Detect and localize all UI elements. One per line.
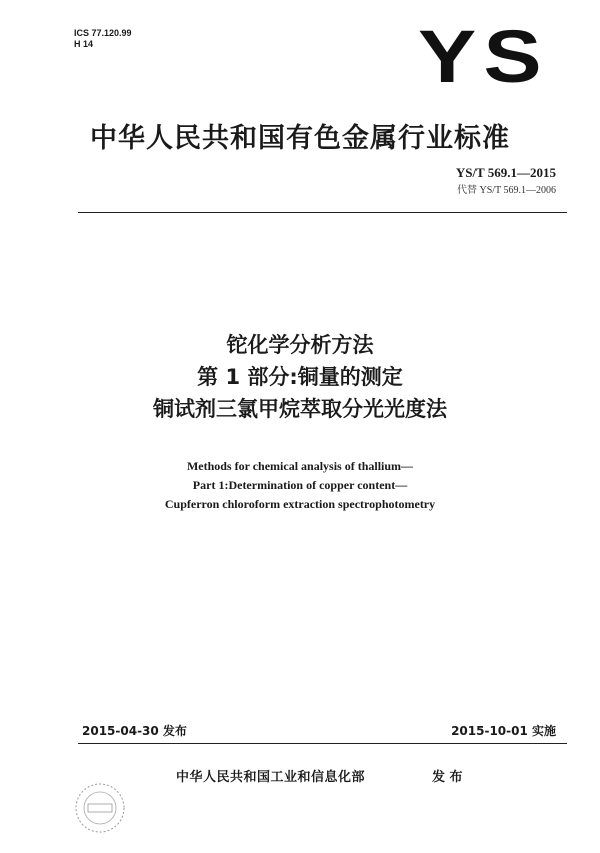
stamp-seal-icon xyxy=(70,778,130,838)
chinese-title-line-1: 铊化学分析方法 xyxy=(226,333,374,357)
classification-codes xyxy=(74,28,132,50)
english-title-line-1: Methods for chemical analysis of thallium— xyxy=(186,459,414,473)
ys-logo: YS xyxy=(418,15,549,98)
replaces-code: 代替 YS/T 569.1—2006 xyxy=(457,185,556,196)
bottom-divider xyxy=(78,743,567,744)
chinese-title-line-3: 铜试剂三氯甲烷萃取分光光度法 xyxy=(153,397,447,421)
top-divider xyxy=(78,212,567,213)
standard-category-title: 中华人民共和国有色金属行业标准 xyxy=(90,123,510,154)
publish-date: 2015-04-30 发布 xyxy=(82,724,187,738)
english-title xyxy=(0,457,600,514)
english-title-line-2: Part 1:Determination of copper content— xyxy=(192,478,408,492)
issue-label: 发 布 xyxy=(432,770,463,785)
ccs-code: H 14 xyxy=(74,39,94,49)
chinese-title xyxy=(0,329,600,425)
ics-code: ICS 77.120.99 xyxy=(74,28,132,38)
standard-code: YS/T 569.1—2015 xyxy=(455,165,556,180)
english-title-line-3: Cupferron chloroform extraction spectrophotometry xyxy=(164,497,436,511)
effective-date: 2015-10-01 实施 xyxy=(451,724,556,738)
standard-number-block xyxy=(456,165,556,196)
chinese-title-line-2: 第 1 部分:铜量的测定 xyxy=(197,365,403,389)
issuing-authority: 中华人民共和国工业和信息化部 xyxy=(176,770,366,785)
